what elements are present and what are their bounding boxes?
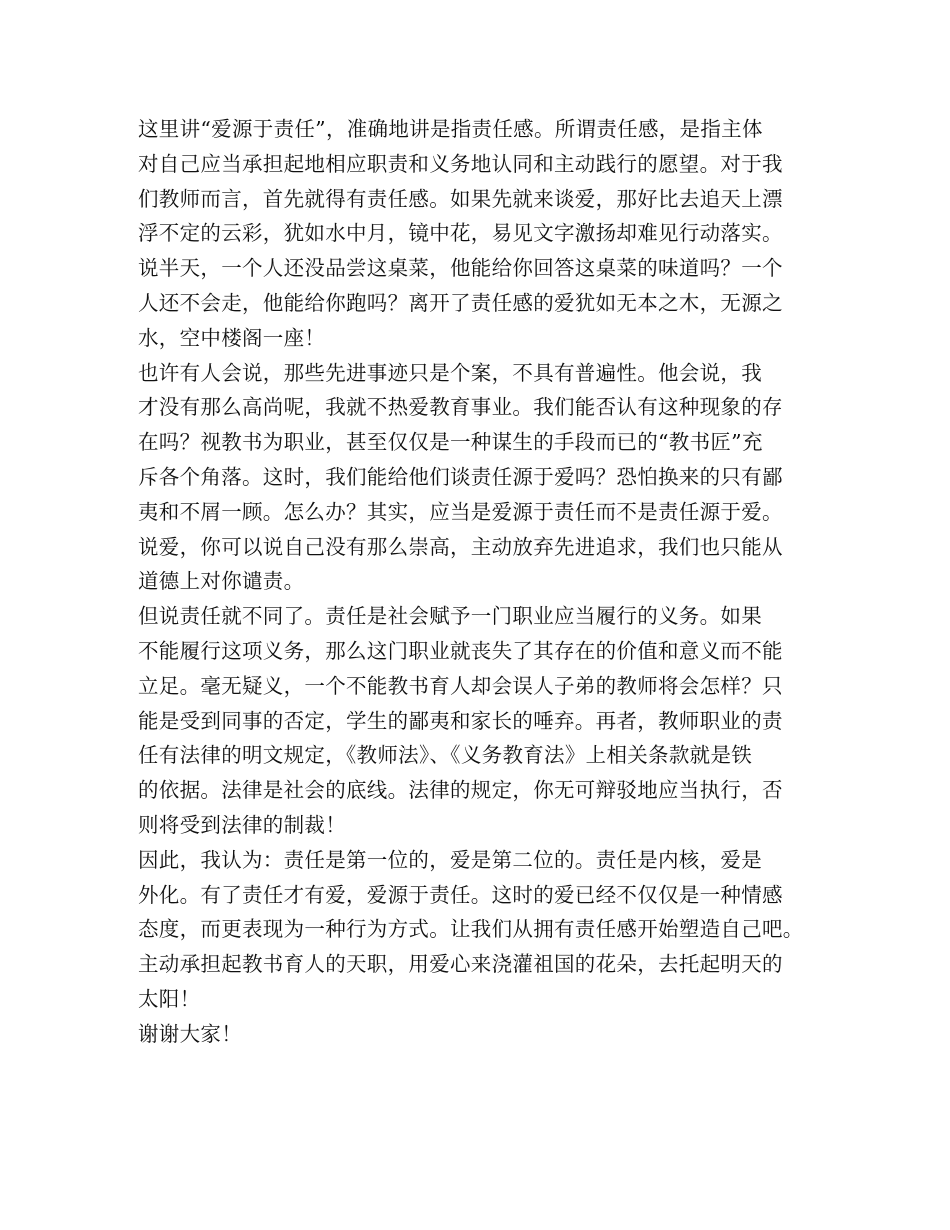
text-line: 因此，我认为：责任是第一位的，爱是第二位的。责任是内核，爱是	[138, 847, 762, 872]
text-line: 能是受到同事的否定，学生的鄙夷和家长的唾弃。再者，教师职业的责	[138, 708, 783, 733]
text-line: 道德上对你谴责。	[138, 569, 305, 594]
text-line: 但说责任就不同了。责任是社会赋予一门职业应当履行的义务。如果	[138, 604, 762, 629]
text-line: 才没有那么高尚呢，我就不热爱教育事业。我们能否认有这种现象的存	[138, 395, 783, 420]
text-line: 浮不定的云彩，犹如水中月，镜中花，易见文字激扬却难见行动落实。	[138, 221, 783, 246]
text-line: 说半天，一个人还没品尝这桌菜，他能给你回答这桌菜的味道吗？一个	[138, 256, 783, 281]
text-line: 主动承担起教书育人的天职，用爱心来浇灌祖国的花朵，去托起明天的	[138, 952, 783, 977]
document-body	[138, 112, 838, 1052]
text-line: 在吗？视教书为职业，甚至仅仅是一种谋生的手段而已的“教书匠”充	[138, 430, 763, 455]
text-line: 这里讲“爱源于责任”，准确地讲是指责任感。所谓责任感，是指主体	[138, 117, 763, 141]
text-line: 谢谢大家！	[138, 1021, 242, 1046]
text-line: 外化。有了责任才有爱，爱源于责任。这时的爱已经不仅仅是一种情感	[138, 882, 783, 907]
text-line: 立足。毫无疑义，一个不能教书育人却会误人子弟的教师将会怎样？只	[138, 673, 783, 698]
text-line: 任有法律的明文规定，《教师法》、《义务教育法》上相关条款就是铁	[138, 743, 753, 768]
text-line: 太阳！	[138, 986, 201, 1011]
text-line: 们教师而言，首先就得有责任感。如果先就来谈爱，那好比去追天上漂	[138, 186, 783, 211]
text-line: 态度，而更表现为一种行为方式。让我们从拥有责任感开始塑造自己吧。	[138, 917, 804, 942]
text-line: 人还不会走，他能给你跑吗？离开了责任感的爱犹如无本之木，无源之	[138, 290, 783, 315]
text-line: 斥各个角落。这时，我们能给他们谈责任源于爱吗？恐怕换来的只有鄙	[138, 464, 783, 489]
text-line: 说爱，你可以说自己没有那么崇高，主动放弃先进追求，我们也只能从	[138, 534, 783, 559]
text-line: 夷和不屑一顾。怎么办？其实，应当是爱源于责任而不是责任源于爱。	[138, 499, 783, 524]
text-line: 也许有人会说，那些先进事迹只是个案，不具有普遍性。他会说，我	[138, 360, 762, 385]
text-line: 的依据。法律是社会的底线。法律的规定，你无可辩驳地应当执行，否	[138, 778, 783, 803]
text-line: 对自己应当承担起地相应职责和义务地认同和主动践行的愿望。对于我	[138, 151, 783, 176]
text-line: 水，空中楼阁一座！	[138, 325, 326, 350]
text-line: 不能履行这项义务，那么这门职业就丧失了其存在的价值和意义而不能	[138, 638, 783, 663]
text-line: 则将受到法律的制裁！	[138, 812, 346, 837]
